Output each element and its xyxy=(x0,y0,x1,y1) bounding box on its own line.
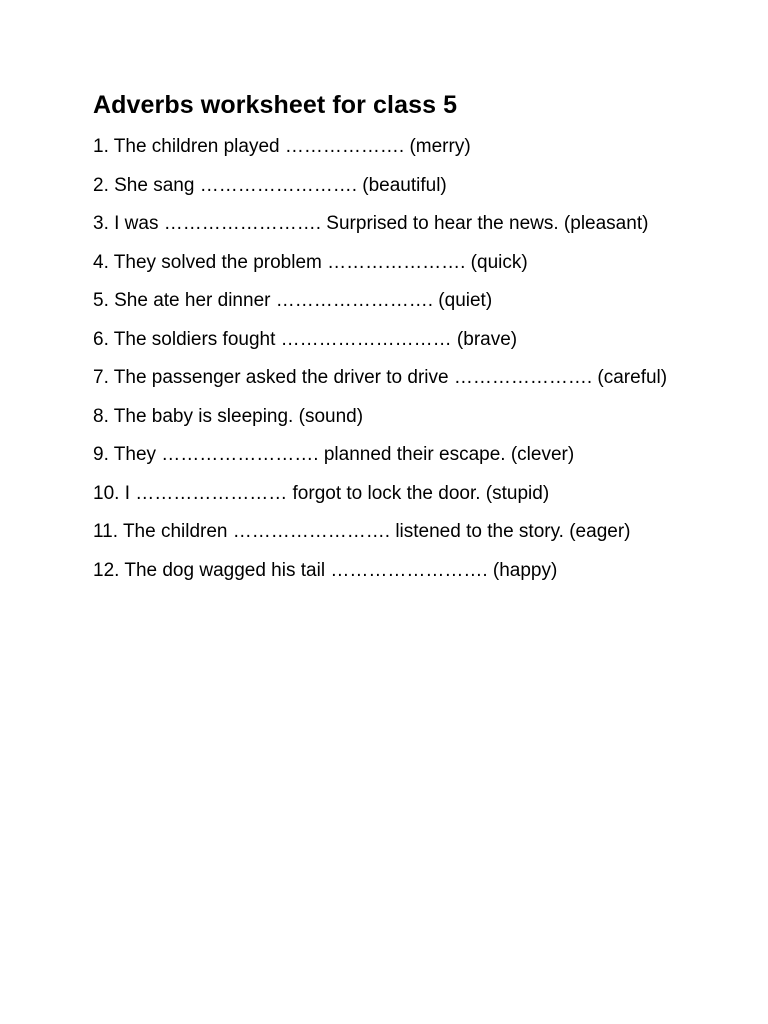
question-item: 4. They solved the problem …………………. (quick) xyxy=(93,251,528,273)
question-list xyxy=(93,133,713,585)
question-item: 5. She ate her dinner ……………………. (quiet) xyxy=(93,290,493,311)
question-item: 3. I was ……………………. Surprised to hear the news. (pleasant) xyxy=(93,213,649,234)
worksheet-page xyxy=(93,88,713,595)
question-item: 12. The dog wagged his tail ……………………. (happy) xyxy=(93,559,558,581)
question-item: 2. She sang ……………………. (beautiful) xyxy=(93,174,447,196)
question-item: 8. The baby is sleeping. (sound) xyxy=(93,405,364,427)
question-item: 6. The soldiers fought ……………………… (brave) xyxy=(93,328,518,350)
worksheet-title: Adverbs worksheet for class 5 xyxy=(93,91,458,119)
question-item: 1. The children played ………………. (merry) xyxy=(93,136,471,157)
question-item: 10. I …………………… forgot to lock the door. (stupid) xyxy=(93,482,550,504)
question-item: 11. The children ……………………. listened to the story. (eager) xyxy=(93,521,631,542)
question-item: 9. They ……………………. planned their escape. (clever) xyxy=(93,444,575,465)
question-item: 7. The passenger asked the driver to drive …………………. (careful) xyxy=(93,367,668,388)
